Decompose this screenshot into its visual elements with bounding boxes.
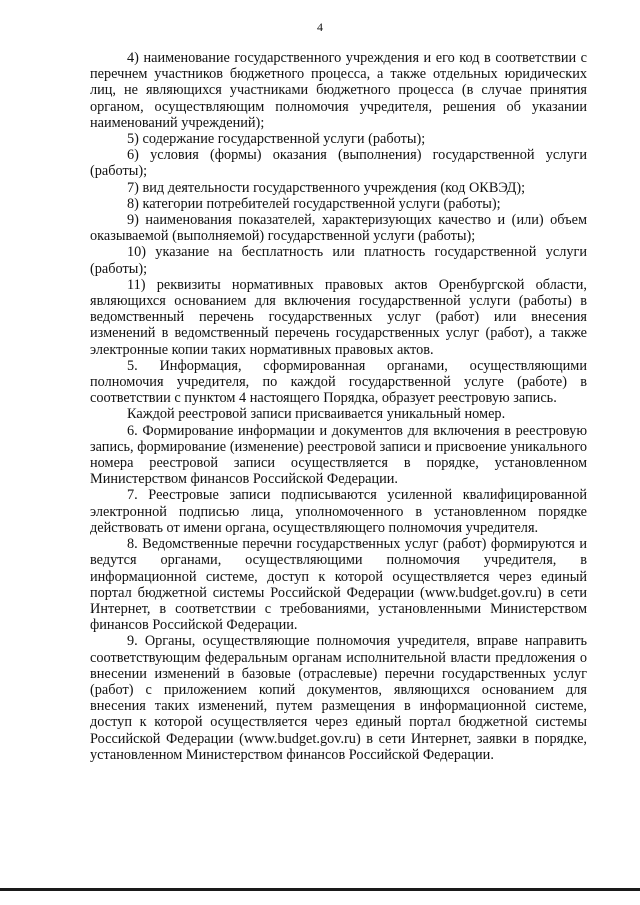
paragraph-item-8: 8) категории потребителей государственной услуги (работы); [127, 195, 501, 212]
paragraph-item-7: 7) вид деятельности государственного учреждения (код ОКВЭД); [127, 179, 526, 196]
document-body [90, 50, 587, 763]
paragraph-unique-number: Каждой реестровой записи присваивается уникальный номер. [127, 406, 506, 423]
page-number: 4 [317, 20, 323, 34]
paragraph-item-9: 9) наименования показателей, характеризующих качество и (или) объем оказываемой (выполняемой) государственной услуги (работы); [90, 212, 587, 245]
paragraph-clause-8: 8. Ведомственные перечни государственных услуг (работ) формируются и ведутся органами, осуществляющими полномочия учредителя, в информационной системе, доступ к которой осуществляется через единый портал бюджетной системы Российской Федерации (www.budget.gov.ru) в сети Интернет, в соответствии с требованиями, установленными Министерством финансов Российской Федерации. [90, 536, 587, 634]
page-bottom-rule [0, 888, 640, 891]
paragraph-item-4: 4) наименование государственного учреждения и его код в соответствии с перечнем участников бюджетного процесса, а также отдельных юридических лиц, не являющихся участниками бюджетного процесса (в случае принятия органом, осуществляющим полномочия учредителя, решения об указании наименований учреждений); [90, 50, 587, 131]
paragraph-clause-7: 7. Реестровые записи подписываются усиленной квалифицированной электронной подписью лица, уполномоченного в установленном порядке действовать от имени органа, осуществляющего полномочия учредителя. [90, 487, 587, 536]
paragraph-item-6: 6) условия (формы) оказания (выполнения) государственной услуги (работы); [90, 147, 587, 180]
paragraph-clause-5: 5. Информация, сформированная органами, осуществляющими полномочия учредителя, по каждой государственной услуге (работе) в соответствии с пунктом 4 настоящего Порядка, образует реестровую запись. [90, 357, 587, 407]
paragraph-item-11: 11) реквизиты нормативных правовых актов Оренбургской области, являющихся основанием для включения государственной услуги (работы) в ведомственный перечень государственных услуг (работ) или внесения изменений в ведомственный перечень государственных услуг (работ), а также электронные копии таких нормативных правовых актов. [90, 276, 587, 358]
paragraph-clause-9: 9. Органы, осуществляющие полномочия учредителя, вправе направить соответствующим федеральным органам исполнительной власти предложения о внесении изменений в базовые (отраслевые) перечни государственных услуг (работ) с приложением копий документов, являющихся основанием для внесения таких изменений, путем размещения в информационной системе, доступ к которой осуществляется через единый портал бюджетной системы Российской Федерации (www.budget.gov.ru) в сети Интернет, заявки в порядке, установленном Министерством финансов Российской Федерации. [90, 633, 587, 763]
paragraph-item-10: 10) указание на бесплатность или платность государственной услуги (работы); [90, 244, 587, 277]
paragraph-item-5: 5) содержание государственной услуги (работы); [127, 131, 426, 148]
paragraph-clause-6: 6. Формирование информации и документов для включения в реестровую запись, формирование (изменение) реестровой записи и присвоение уникального номера реестровой записи осуществляется в порядке, установленном Министерством финансов Российской Федерации. [90, 422, 587, 488]
